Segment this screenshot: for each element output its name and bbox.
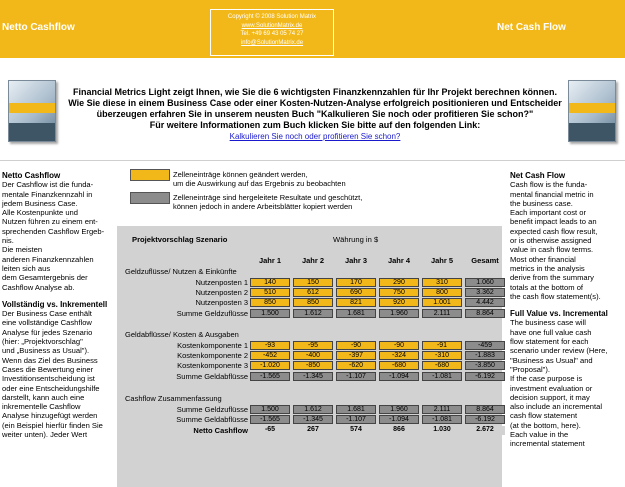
left-text-line: oder eine Entscheidungshilfe <box>2 383 100 393</box>
calculated-cell: 1.612 <box>293 309 333 318</box>
input-cell[interactable]: 150 <box>293 278 333 287</box>
calculated-cell: -1.081 <box>422 372 462 381</box>
input-cell[interactable]: -1.020 <box>250 361 290 370</box>
left-text-line: jedem Business Case. <box>2 198 78 208</box>
copyright-box <box>210 9 334 56</box>
right-text-line: decision support, it may <box>510 392 590 402</box>
legend-input-swatch <box>130 169 170 181</box>
left-text-line: (hier: „Projektvorschlag" <box>2 337 83 347</box>
left-text-line: Der Business Case enthält <box>2 309 92 319</box>
right-text-line: If the case purpose is <box>510 374 583 384</box>
column-header: Jahr 2 <box>301 256 325 265</box>
divider <box>0 160 625 161</box>
left-text-line: eine vollständige Cashflow <box>2 318 92 328</box>
input-cell[interactable]: -93 <box>250 341 290 350</box>
left-text-line: leiten sich aus <box>2 263 51 273</box>
left-heading-1: Netto Cashflow <box>2 171 61 180</box>
table-title: Projektvorschlag Szenario <box>132 235 228 244</box>
input-cell[interactable]: 310 <box>422 278 462 287</box>
legend-input-line: Zelleneinträge können geändert werden, <box>173 170 308 179</box>
legend-input <box>173 170 346 188</box>
section-label: Geldzuflüsse/ Nutzen & Einkünfte <box>125 267 237 276</box>
total-cell: -6.192 <box>465 372 505 381</box>
calculated-cell: 1.500 <box>250 405 290 414</box>
right-text-line: flow statement for each <box>510 337 589 347</box>
calculated-cell: -1.345 <box>293 372 333 381</box>
net-cashflow-cell: -65 <box>250 426 290 435</box>
calculated-cell: 1.681 <box>336 405 376 414</box>
calculated-cell: -1.107 <box>336 415 376 424</box>
right-text-line: (at the bottom, here). <box>510 420 581 430</box>
left-text-line: Analyse hinzugefügt werden <box>2 411 98 421</box>
input-cell[interactable]: -850 <box>293 361 333 370</box>
calculated-cell: -1.565 <box>250 372 290 381</box>
calculated-cell: -1.081 <box>422 415 462 424</box>
right-text-line: The business case will <box>510 318 586 328</box>
copyright-text: Copyright © 2008 Solution Matrix <box>227 14 317 20</box>
input-cell[interactable]: -310 <box>422 351 462 360</box>
column-header: Gesamt <box>471 256 499 265</box>
legend-calc-line: Zelleneinträge sind hergeleitete Resultate und geschützt, <box>173 193 363 202</box>
left-text-line: darstellt, kann auch eine <box>2 392 85 402</box>
column-header: Jahr 3 <box>344 256 368 265</box>
book-cover-right-image[interactable] <box>568 80 616 142</box>
input-cell[interactable]: 920 <box>379 298 419 307</box>
row-label: Nutzenposten 2 <box>195 288 248 297</box>
left-text-line: nis. <box>2 236 14 246</box>
right-text-line: mental financial metric in <box>510 189 594 199</box>
right-text-line: value in cash flow terms. <box>510 245 594 255</box>
header-bar <box>0 0 625 58</box>
left-text-line: sprechenden Cashflow Ergeb- <box>2 226 105 236</box>
input-cell[interactable]: 612 <box>293 288 333 297</box>
input-cell[interactable]: -452 <box>250 351 290 360</box>
net-cashflow-total: 2.672 <box>465 426 505 435</box>
left-column <box>2 171 114 439</box>
calculated-cell: 1.960 <box>379 405 419 414</box>
right-heading-1: Net Cash Flow <box>510 171 566 180</box>
calculated-cell: 2.111 <box>422 405 462 414</box>
left-text-line: anderen Finanzkennzahlen <box>2 254 94 264</box>
right-text-line: metrics in the analysis <box>510 263 585 273</box>
input-cell[interactable]: 510 <box>250 288 290 297</box>
input-cell[interactable]: 1.001 <box>422 298 462 307</box>
section-label: Cashflow Zusammenfassung <box>125 394 222 403</box>
right-text-line: the cash flow statement(s). <box>510 291 601 301</box>
total-cell: 8.864 <box>465 309 505 318</box>
net-cashflow-label: Netto Cashflow <box>193 426 248 435</box>
calculated-cell: -1.094 <box>379 415 419 424</box>
website-link[interactable]: www.SolutionMatrix.de <box>241 22 303 29</box>
column-header: Jahr 4 <box>387 256 411 265</box>
total-cell: 8.864 <box>465 405 505 414</box>
left-text-line: Wenn das Ziel des Business <box>2 355 98 365</box>
row-label: Kostenkomponente 1 <box>177 341 248 350</box>
row-label: Summe Geldzuflüsse <box>176 405 248 414</box>
net-cashflow-cell: 866 <box>379 426 419 435</box>
input-cell[interactable]: -397 <box>336 351 376 360</box>
input-cell[interactable]: -324 <box>379 351 419 360</box>
total-cell: 1.060 <box>465 278 505 287</box>
input-cell[interactable]: -91 <box>422 341 462 350</box>
total-cell: -1.883 <box>465 351 505 360</box>
total-cell: -459 <box>465 341 505 350</box>
left-text-line: Analyse für jedes Szenario <box>2 327 93 337</box>
legend-calc-line: können jedoch in andere Arbeitsblätter kopiert werden <box>173 202 353 211</box>
row-label: Kostenkomponente 2 <box>177 351 248 360</box>
left-text-line: Investitionsentscheidung ist <box>2 374 95 384</box>
calculated-cell: 1.681 <box>336 309 376 318</box>
right-text-line: the business case. <box>510 198 573 208</box>
left-text-line: Cashflow Analyse ab. <box>2 282 75 292</box>
right-text-line: also include an incremental <box>510 402 603 412</box>
row-label: Nutzenposten 1 <box>195 278 248 287</box>
input-cell[interactable]: -95 <box>293 341 333 350</box>
right-text-line: Each value in the <box>510 430 569 440</box>
left-heading-2: Vollständig vs. Inkrementell <box>2 299 108 309</box>
intro-line: Wie Sie diese in einem Business Case oder einer Kosten-Nutzen-Analyse erfolgreich positionieren und Entscheider <box>68 98 562 108</box>
input-cell[interactable]: 690 <box>336 288 376 297</box>
intro-line: überzeugen erfahren Sie in unserem neusten Buch "Kalkulieren Sie noch oder profitieren Sie schon?" <box>96 109 534 119</box>
section-label: Geldabflüsse/ Kosten & Ausgaben <box>125 330 239 339</box>
calculated-cell: 1.960 <box>379 309 419 318</box>
input-cell[interactable]: 750 <box>379 288 419 297</box>
input-cell[interactable]: 821 <box>336 298 376 307</box>
left-text-line: (ein Beispiel hierfür finden Sie <box>2 420 103 430</box>
left-text-line: mentale Finanzkennzahl in <box>2 189 93 199</box>
legend-calculated <box>173 193 362 211</box>
right-text-line: investment evaluation or <box>510 383 593 393</box>
right-text-line: "Proposal"). <box>510 364 551 374</box>
net-cashflow-cell: 267 <box>293 426 333 435</box>
phone-text: Tel. +49 69 43 05 74 27 <box>240 31 304 38</box>
right-text-line: benefit impact leads to an <box>510 217 597 227</box>
left-text-line: Die meisten <box>2 245 43 255</box>
right-text-line: "Business as Usual" and <box>510 355 593 365</box>
input-cell[interactable]: 800 <box>422 288 462 297</box>
input-cell[interactable]: 850 <box>250 298 290 307</box>
right-heading-2: Full Value vs. Incremental <box>510 309 608 319</box>
right-text-line: Cash flow is the funda- <box>510 180 588 190</box>
row-label: Kostenkomponente 3 <box>177 361 248 370</box>
right-text-line: expected cash flow result, <box>510 226 598 236</box>
left-text-line: weiter unten). Jeder Wert <box>2 430 88 440</box>
right-text-line: derive from the summary <box>510 273 594 283</box>
right-text-line: Most other financial <box>510 254 576 264</box>
calculated-cell: -1.345 <box>293 415 333 424</box>
row-label: Summe Geldabflüsse <box>176 415 248 424</box>
total-cell: 3.362 <box>465 288 505 297</box>
right-text-line: scenario under review (Here, <box>510 346 608 356</box>
row-label: Summe Geldzuflüsse <box>176 309 248 318</box>
input-cell[interactable]: -620 <box>336 361 376 370</box>
book-cover-left-image[interactable] <box>8 80 56 142</box>
intro-text <box>60 87 570 142</box>
left-text-line: Nutzen führen zu einem ent- <box>2 217 98 227</box>
header-right-title: Net Cash Flow <box>497 22 566 33</box>
calculated-cell: -1.107 <box>336 372 376 381</box>
input-cell[interactable]: 170 <box>336 278 376 287</box>
right-text-line: or is otherwise assigned <box>510 236 592 246</box>
input-cell[interactable]: 290 <box>379 278 419 287</box>
row-label: Summe Geldabflüsse <box>176 372 248 381</box>
intro-line: Für weitere Informationen zum Buch klicken Sie bitte auf den folgenden Link: <box>149 120 481 130</box>
total-cell: 4.442 <box>465 298 505 307</box>
row-label: Nutzenposten 3 <box>195 298 248 307</box>
total-cell: -6.192 <box>465 415 505 424</box>
right-text-line: incremental statement <box>510 439 585 449</box>
net-cashflow-cell: 1.030 <box>422 426 462 435</box>
calculated-cell: 1.612 <box>293 405 333 414</box>
input-cell[interactable]: -90 <box>379 341 419 350</box>
calculated-cell: 1.500 <box>250 309 290 318</box>
left-text-line: Cases die Bewertung einer <box>2 364 94 374</box>
left-text-line: Der Cashflow ist die funda- <box>2 180 94 190</box>
left-text-line: inkrementelle Cashflow <box>2 402 81 412</box>
left-text-line: dem Gesamtergebnis der <box>2 273 88 283</box>
input-cell[interactable]: -680 <box>379 361 419 370</box>
calculated-cell: -1.094 <box>379 372 419 381</box>
column-header: Jahr 1 <box>258 256 282 265</box>
column-header: Jahr 5 <box>430 256 454 265</box>
calculated-cell: 2.111 <box>422 309 462 318</box>
right-text-line: have one full value cash <box>510 327 592 337</box>
input-cell[interactable]: 850 <box>293 298 333 307</box>
input-cell[interactable]: -680 <box>422 361 462 370</box>
book-link[interactable]: Kalkulieren Sie noch oder profitieren Sie schon? <box>229 132 401 141</box>
intro-line: Financial Metrics Light zeigt Ihnen, wie Sie die 6 wichtigsten Finanzkennzahlen für Ihr Projekt berechnen können. <box>72 87 558 97</box>
left-text-line: Alle Kostenpunkte und <box>2 208 78 218</box>
total-cell: -3.850 <box>465 361 505 370</box>
net-cashflow-cell: 574 <box>336 426 376 435</box>
email-link[interactable]: info@SolutionMatrix.de <box>240 39 304 46</box>
right-text-line: totals at the bottom of <box>510 282 584 292</box>
right-text-line: cash flow statement <box>510 411 578 421</box>
input-cell[interactable]: -90 <box>336 341 376 350</box>
input-cell[interactable]: 140 <box>250 278 290 287</box>
left-text-line: und „Business as Usual"). <box>2 346 90 356</box>
calculated-cell: -1.565 <box>250 415 290 424</box>
currency-label: Währung in $ <box>333 235 379 244</box>
right-column <box>510 171 623 449</box>
right-text-line: Each important cost or <box>510 208 586 218</box>
input-cell[interactable]: -400 <box>293 351 333 360</box>
legend-calculated-swatch <box>130 192 170 204</box>
legend-input-line: um die Auswirkung auf das Ergebnis zu beobachten <box>173 179 346 188</box>
header-left-title: Netto Cashflow <box>2 22 75 33</box>
cashflow-table <box>117 226 502 487</box>
